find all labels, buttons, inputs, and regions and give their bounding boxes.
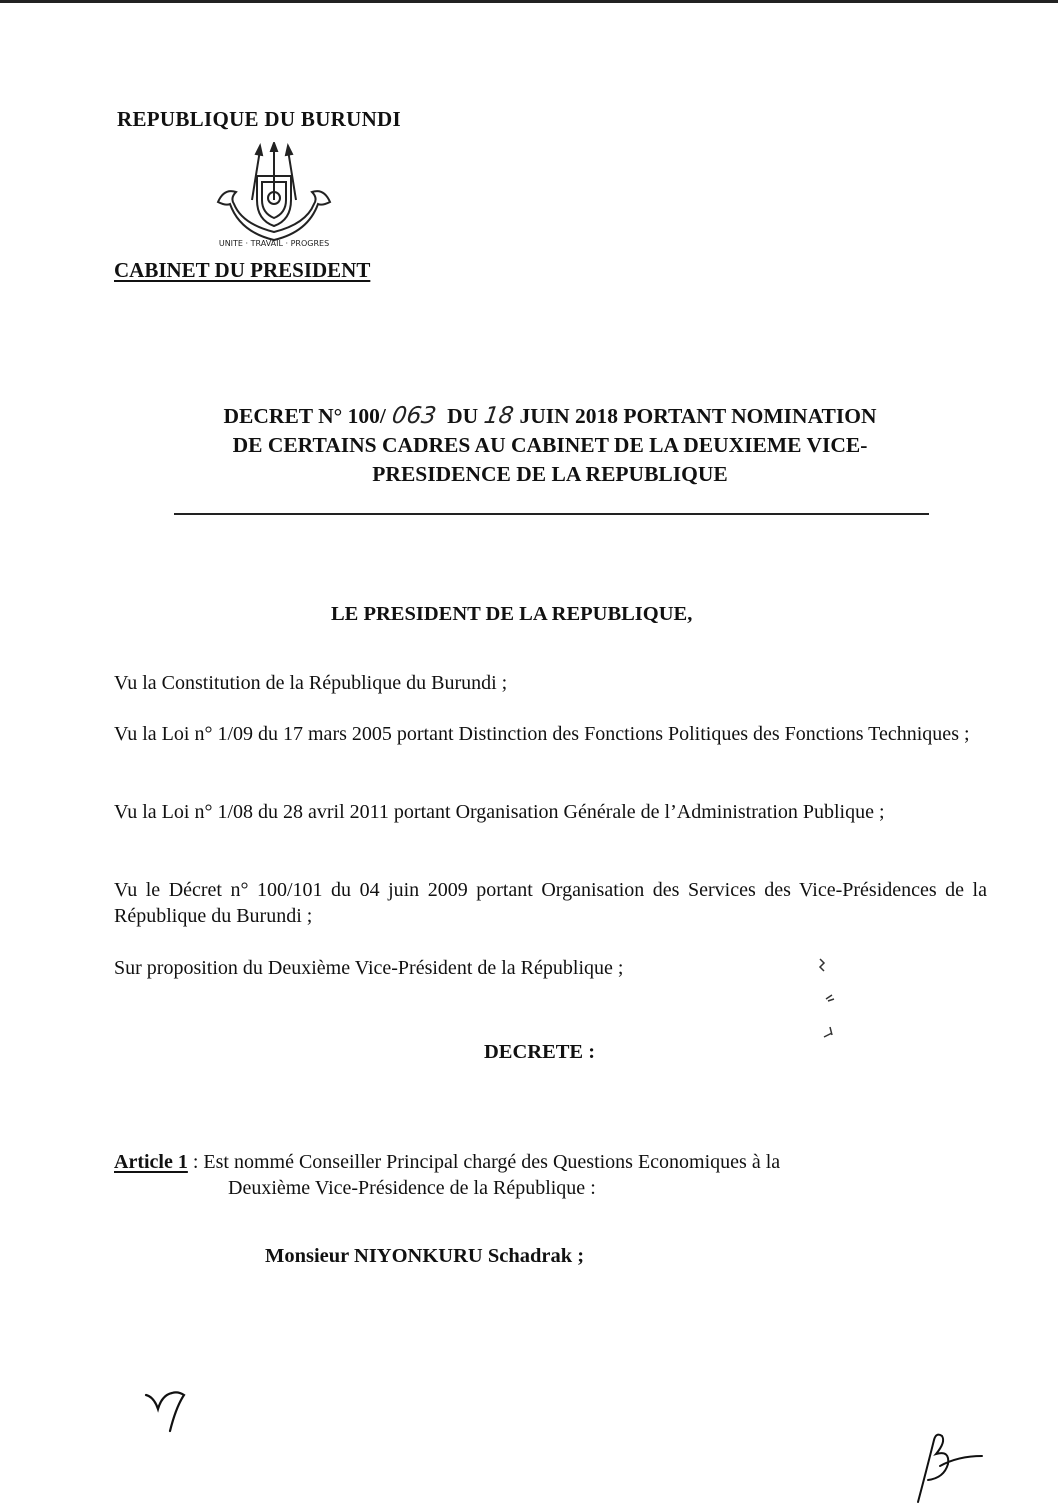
- margin-marks: [812, 955, 842, 1045]
- scan-edge-line: [0, 0, 1058, 3]
- consideration-constitution: Vu la Constitution de la République du Burundi ;: [114, 672, 508, 694]
- decree-number-handwritten: 063: [390, 403, 438, 429]
- svg-text:UNITE · TRAVAIL · PROGRES: UNITE · TRAVAIL · PROGRES: [218, 239, 330, 248]
- consideration-loi-1-09: Vu la Loi n° 1/09 du 17 mars 2005 portant Distinction des Fonctions Politiques des Fonctions Techniques ;: [114, 723, 970, 745]
- article-1-text-part1: : Est nommé Conseiller Principal chargé des Questions Economiques à la: [192, 1151, 781, 1173]
- decree-title: [95, 402, 1005, 489]
- decree-title-line3: PRESIDENCE DE LA REPUBLIQUE: [372, 462, 728, 486]
- president-heading: LE PRESIDENT DE LA REPUBLIQUE,: [331, 603, 693, 625]
- article-1-label: Article 1: [114, 1151, 188, 1173]
- handwritten-initial-left: [140, 1385, 200, 1445]
- republic-header: REPUBLIQUE DU BURUNDI: [117, 107, 401, 131]
- decree-du: DU: [447, 404, 479, 428]
- decree-day-handwritten: 18: [482, 403, 516, 429]
- decree-title-suffix: JUIN 2018 PORTANT NOMINATION: [519, 404, 877, 428]
- title-divider: [174, 513, 929, 515]
- decree-number-prefix: DECRET N° 100/: [223, 404, 386, 428]
- consideration-decret-100-101: Vu le Décret n° 100/101 du 04 juin 2009 portant Organisation des Services des Vice-Présidences de la République du Burundi ;: [114, 879, 987, 927]
- decree-title-line1: [95, 402, 1005, 431]
- consideration-proposition: Sur proposition du Deuxième Vice-Président de la République ;: [114, 957, 624, 979]
- nominee-name: Monsieur NIYONKURU Schadrak ;: [265, 1245, 585, 1267]
- consideration-loi-1-08: Vu la Loi n° 1/08 du 28 avril 2011 portant Organisation Générale de l’Administration Publique ;: [114, 801, 885, 823]
- cabinet-header: CABINET DU PRESIDENT: [114, 258, 371, 282]
- article-1: [114, 1149, 987, 1201]
- article-1-line1: [114, 1149, 987, 1175]
- handwritten-initial-right: [900, 1430, 990, 1505]
- decree-title-line2: DE CERTAINS CADRES AU CABINET DE LA DEUXIEME VICE-: [232, 433, 868, 457]
- article-1-line2: Deuxième Vice-Présidence de la République :: [228, 1177, 596, 1199]
- burundi-coat-of-arms-icon: [212, 142, 336, 254]
- decrete-heading: DECRETE :: [484, 1041, 596, 1063]
